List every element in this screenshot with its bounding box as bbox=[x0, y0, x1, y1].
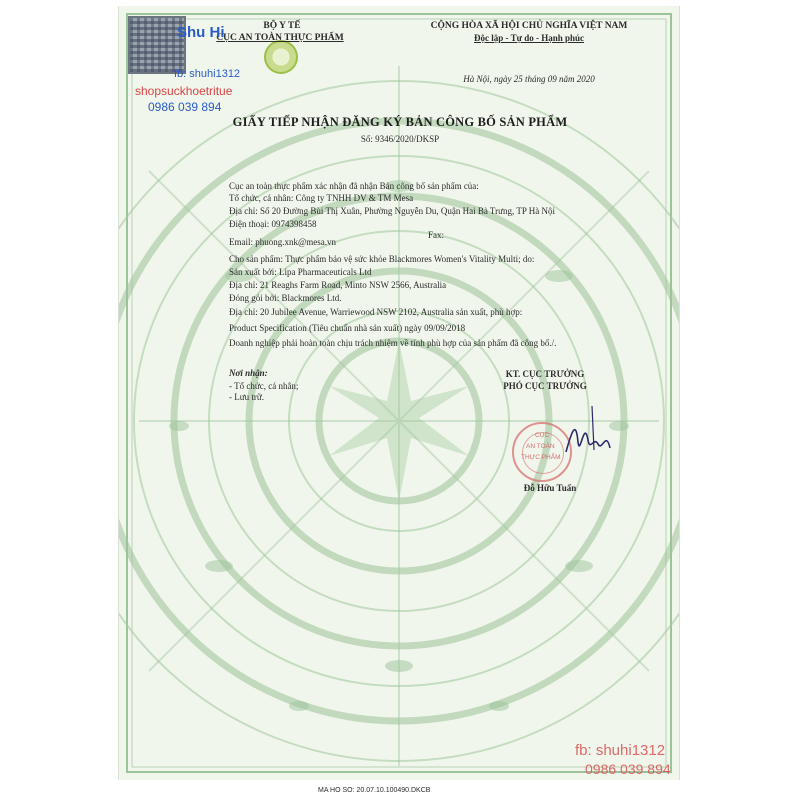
body-line-manufacturer: Sản xuất bởi: Lipa Pharmaceuticals Ltd bbox=[229, 267, 372, 277]
issue-date: Hà Nội, ngày 25 tháng 09 năm 2020 bbox=[463, 74, 595, 84]
national-motto: Độc lập - Tự do - Hạnh phúc bbox=[473, 33, 584, 43]
watermark-shop: shopsuckhoetritue bbox=[135, 84, 233, 98]
watermark-phone-top: 0986 039 894 bbox=[148, 100, 222, 114]
recipient-item-1: - Tổ chức, cá nhân; bbox=[229, 381, 299, 391]
body-line-responsibility: Doanh nghiệp phải hoàn toàn chịu trách nhiệm về tính phù hợp của sản phẩm đã công bố./. bbox=[229, 338, 557, 348]
document-title: GIẤY TIẾP NHẬN ĐĂNG KÝ BẢN CÔNG BỐ SẢN PHẨM bbox=[232, 115, 568, 129]
body-line-email: Email: phuong.xnk@mesa.vn bbox=[229, 237, 337, 247]
body-line-fax: Fax: bbox=[428, 230, 445, 240]
stamp-text-top: CỤC bbox=[535, 432, 550, 439]
watermark-name: Shu Hi bbox=[177, 24, 225, 41]
stamp-text-middle: AN TOÀN bbox=[526, 443, 555, 450]
body-line-3: Địa chỉ: Số 20 Đường Bùi Thị Xuân, Phường Nguyễn Du, Quận Hai Bà Trưng, TP Hà Nội bbox=[229, 206, 555, 216]
body-line-product: Cho sản phẩm: Thực phẩm bảo vệ sức khỏe Blackmores Women's Vitality Multi; do: bbox=[229, 254, 535, 264]
recipient-item-2: - Lưu trữ. bbox=[229, 392, 264, 402]
document-number: Số: 9346/2020/DKSP bbox=[360, 134, 440, 144]
food-safety-logo bbox=[264, 40, 298, 74]
watermark-facebook-top: fb: shuhi1312 bbox=[174, 68, 241, 80]
recipients-label: Nơi nhận: bbox=[229, 368, 268, 378]
dossier-code: MA HO SO: 20.07.10.100490.DKCB bbox=[318, 787, 431, 794]
body-line-phone: Điện thoại: 0974398458 bbox=[229, 219, 317, 229]
department-label: CỤC AN TOÀN THỰC PHẨM bbox=[216, 33, 344, 43]
signature-title-1: KT. CỤC TRƯỞNG bbox=[505, 369, 585, 379]
ministry-label: BỘ Y TẾ bbox=[263, 21, 301, 31]
watermark-facebook-bottom: fb: shuhi1312 bbox=[575, 742, 666, 759]
watermark-phone-bottom: 0986 039 894 bbox=[585, 761, 671, 777]
stamp-text-bottom: THỰC PHẨM bbox=[521, 454, 561, 461]
body-line-packer-address: Địa chỉ: 20 Jubilee Avenue, Warriewood NSW 2102, Australia sản xuất, phù hợp: bbox=[229, 307, 523, 317]
body-line-manufacturer-address: Địa chỉ: 21 Reaghs Farm Road, Minto NSW 2566, Australia bbox=[229, 280, 447, 290]
body-line-2: Tổ chức, cá nhân: Công ty TNHH DV & TM Mesa bbox=[229, 193, 414, 203]
signer-name: Đỗ Hữu Tuấn bbox=[523, 483, 577, 493]
body-line-packer: Đóng gói bởi: Blackmores Ltd. bbox=[229, 293, 342, 303]
signature-title-2: PHÓ CỤC TRƯỞNG bbox=[503, 381, 587, 391]
handwritten-signature bbox=[548, 400, 628, 480]
body-line-specification: Product Specification (Tiêu chuẩn nhà sản xuất) ngày 09/09/2018 bbox=[229, 323, 466, 333]
country-name: CỘNG HÒA XÃ HỘI CHỦ NGHĨA VIỆT NAM bbox=[430, 21, 628, 31]
body-line-1: Cục an toàn thực phẩm xác nhận đã nhận Bản công bố sản phẩm của: bbox=[229, 181, 479, 191]
